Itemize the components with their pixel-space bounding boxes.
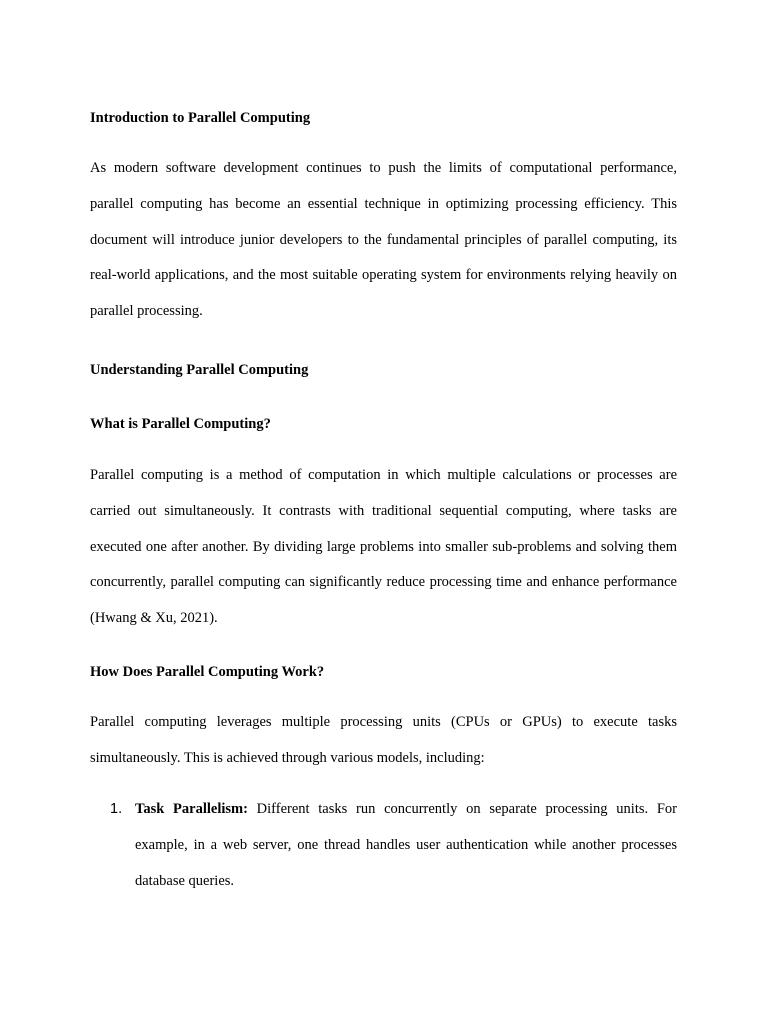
what-paragraph: Parallel computing is a method of computation in which multiple calculations or processes are carried out simultaneously. It contrasts with traditional sequential computing, where tasks are executed one after another. By dividing large problems into smaller sub-problems and solving them concurrently, parallel computing can significantly reduce processing time and enhance performance (Hwang & Xu, 2021).: [90, 467, 677, 627]
list-item: [110, 792, 677, 899]
intro-heading: Introduction to Parallel Computing: [90, 110, 311, 126]
how-paragraph: Parallel computing leverages multiple processing units (CPUs or GPUs) to execute tasks simultaneously. This is achieved through various models, including:: [90, 714, 677, 766]
section-heading: Understanding Parallel Computing: [90, 362, 309, 378]
list-number: 1.: [110, 801, 123, 817]
list-item-body: [135, 792, 677, 899]
how-heading: How Does Parallel Computing Work?: [90, 664, 325, 680]
intro-paragraph: As modern software development continues to push the limits of computational performance, parallel computing has become an essential technique in optimizing processing efficiency. This document will introduce junior developers to the fundamental principles of parallel computing, its real-world applications, and the most suitable operating system for environments relying heavily on parallel processing.: [90, 160, 677, 320]
what-heading: What is Parallel Computing?: [90, 416, 271, 432]
list-term: Task Parallelism:: [135, 801, 248, 817]
list-text: Different tasks run concurrently on separate processing units. For example, in a web server, one thread handles user authentication while another processes database queries.: [135, 801, 677, 889]
